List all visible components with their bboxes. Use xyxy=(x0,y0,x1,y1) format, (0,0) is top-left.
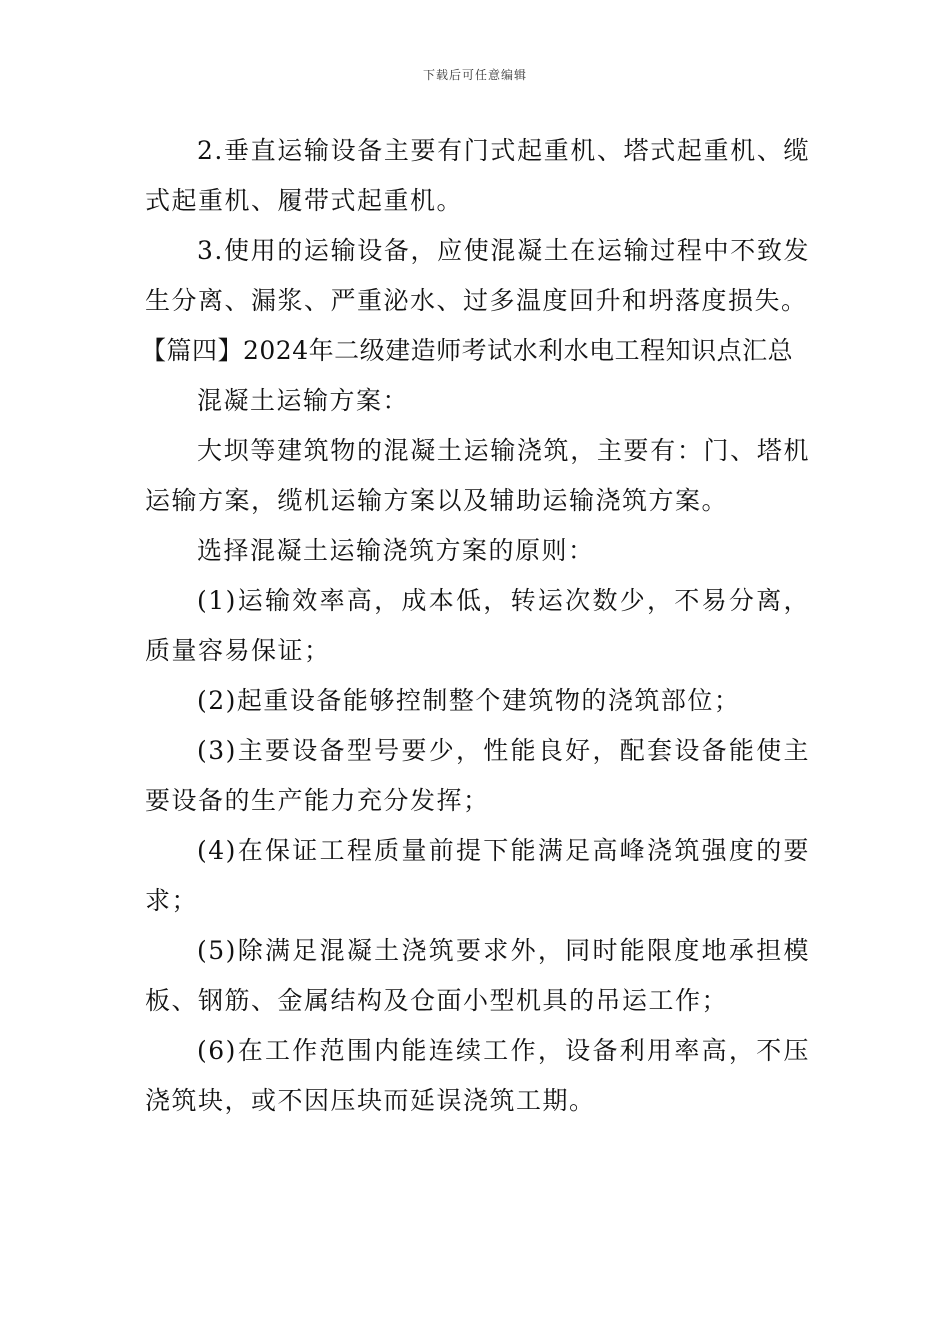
section-heading: 【篇四】2024年二级建造师考试水利水电工程知识点汇总 xyxy=(141,336,794,365)
list-item-principle-3: (3)主要设备型号要少，性能良好，配套设备能使主要设备的生产能力充分发挥； xyxy=(145,736,810,815)
page-header-note: 下载后可任意编辑 xyxy=(422,68,527,82)
paragraph-scheme-title: 混凝土运输方案： xyxy=(197,386,410,415)
paragraph-principles-title: 选择混凝土运输浇筑方案的原则： xyxy=(197,536,595,565)
list-item-principle-4: (4)在保证工程质量前提下能满足高峰浇筑强度的要求； xyxy=(145,836,810,915)
list-item-principle-2: (2)起重设备能够控制整个建筑物的浇筑部位； xyxy=(197,686,741,715)
list-item-principle-6: (6)在工作范围内能连续工作，设备利用率高，不压浇筑块，或不因压块而延误浇筑工期。 xyxy=(145,1036,810,1115)
list-item-principle-1: (1)运输效率高，成本低，转运次数少，不易分离，质量容易保证； xyxy=(145,586,810,665)
paragraph-transport-equipment: 3.使用的运输设备，应使混凝土在运输过程中不致发生分离、漏浆、严重泌水、过多温度回升和坍落度损失。 xyxy=(145,236,810,315)
paragraph-vertical-transport: 2.垂直运输设备主要有门式起重机、塔式起重机、缆式起重机、履带式起重机。 xyxy=(145,136,810,215)
list-item-principle-5: (5)除满足混凝土浇筑要求外，同时能限度地承担模板、钢筋、金属结构及仓面小型机具的吊运工作； xyxy=(145,936,810,1015)
paragraph-scheme-description: 大坝等建筑物的混凝土运输浇筑，主要有：门、塔机运输方案，缆机运输方案以及辅助运输浇筑方案。 xyxy=(145,436,810,515)
document-body xyxy=(141,126,810,1126)
